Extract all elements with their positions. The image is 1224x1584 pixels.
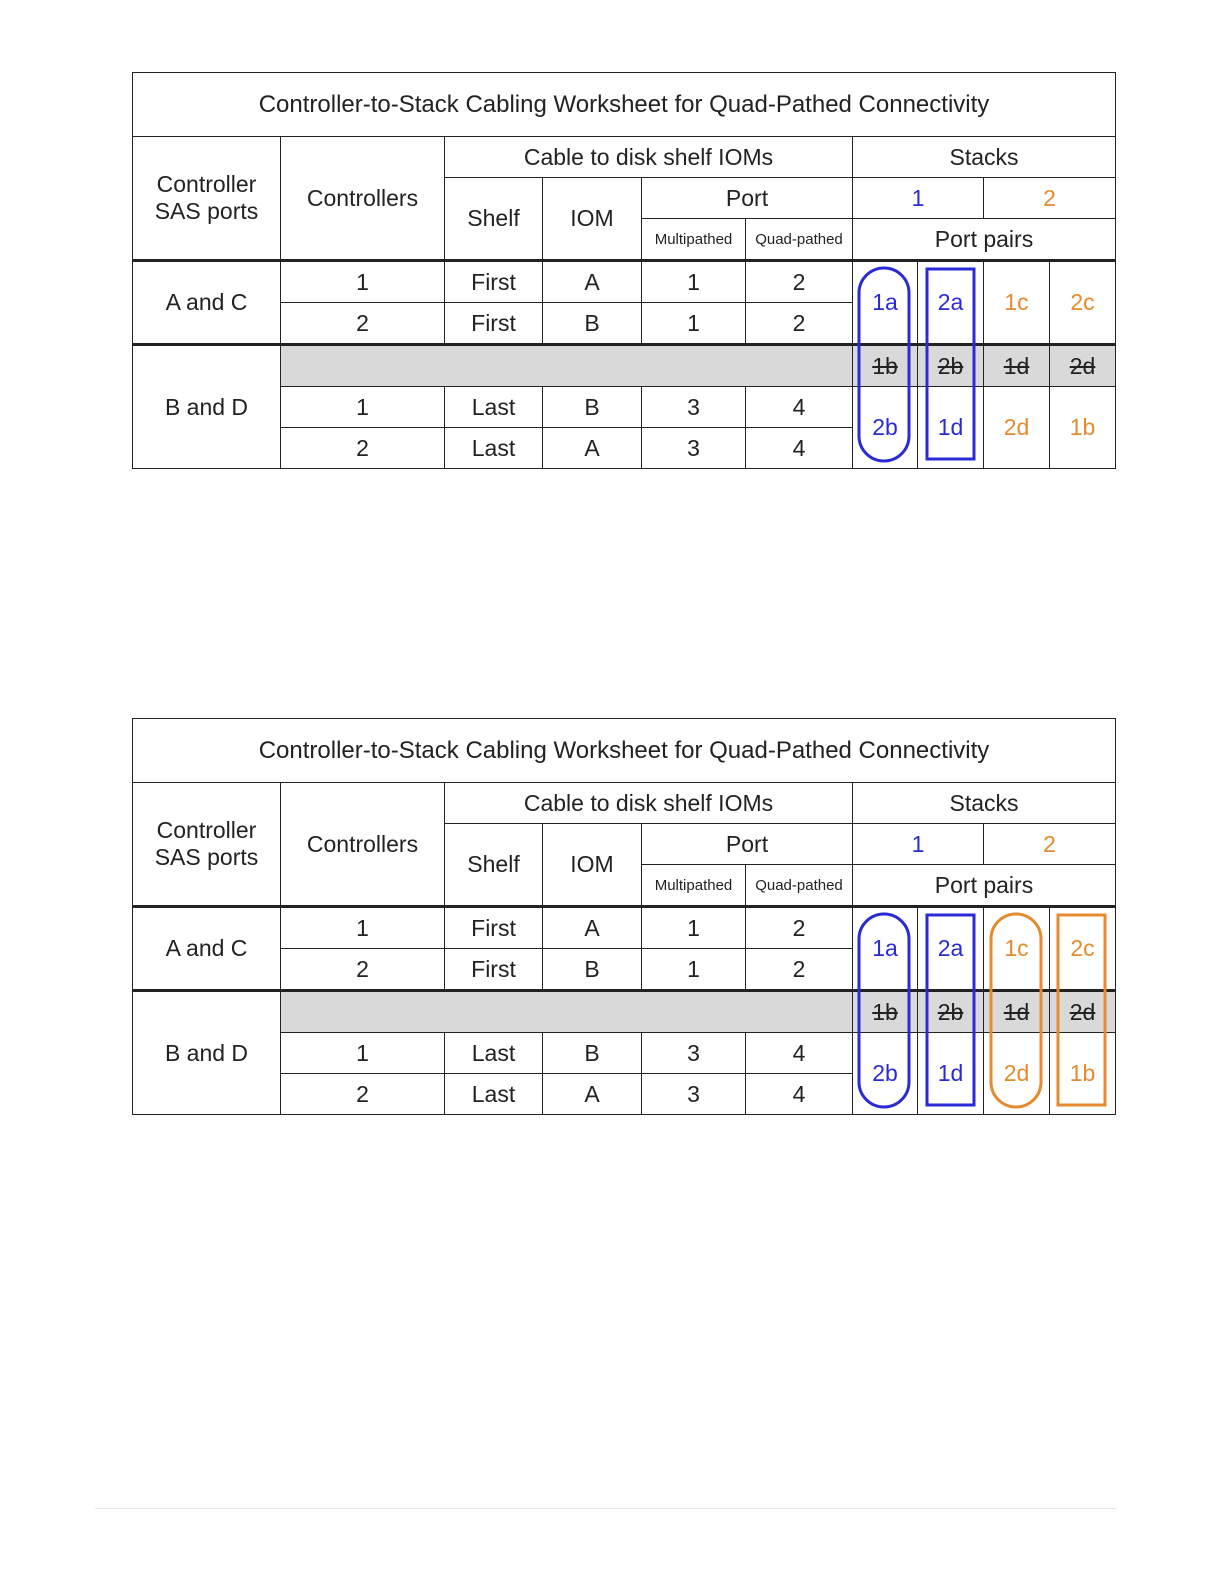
struck-port-1d: 1d [984,991,1050,1033]
struck-port-1d: 1d [984,345,1050,387]
cell-quad-pathed: 4 [746,1033,853,1074]
header-port: Port [642,824,853,865]
cell-multipathed: 1 [642,949,746,991]
group-a-and-c: A and C [133,907,281,991]
port-pair-1c: 1c [984,907,1050,991]
cell-multipathed: 3 [642,1033,746,1074]
port-pair-1d: 1d [918,1033,984,1115]
struck-port-2b: 2b [918,345,984,387]
worksheet-2 [132,718,1115,1115]
port-pair-1b: 1b [1050,1033,1116,1115]
cell-multipathed: 1 [642,907,746,949]
worksheet-title: Controller-to-Stack Cabling Worksheet for Quad-Pathed Connectivity [133,73,1116,137]
port-pair-1b: 1b [1050,387,1116,469]
header-stack-2: 2 [984,824,1116,865]
port-pair-2a: 2a [918,907,984,991]
cell-iom: A [543,907,642,949]
cell-controller: 1 [281,261,445,303]
header-controllers: Controllers [281,783,445,907]
header-controllers: Controllers [281,137,445,261]
cell-shelf: First [445,949,543,991]
port-pair-1d: 1d [918,387,984,469]
cell-shelf: Last [445,387,543,428]
cell-controller: 1 [281,387,445,428]
cell-quad-pathed: 2 [746,949,853,991]
port-pair-2b: 2b [853,387,918,469]
struck-port-2d: 2d [1050,345,1116,387]
cell-controller: 1 [281,1033,445,1074]
cell-quad-pathed: 4 [746,1074,853,1115]
port-pair-2b: 2b [853,1033,918,1115]
struck-port-1b: 1b [853,991,918,1033]
struck-port-2d: 2d [1050,991,1116,1033]
cell-quad-pathed: 4 [746,387,853,428]
cell-iom: B [543,303,642,345]
header-stack-1: 1 [853,824,984,865]
cell-multipathed: 1 [642,261,746,303]
port-pair-1a: 1a [853,261,918,345]
port-pair-2c: 2c [1050,907,1116,991]
group-a-and-c: A and C [133,261,281,345]
group-b-and-d: B and D [133,345,281,469]
cell-shelf: Last [445,1074,543,1115]
port-pair-2d: 2d [984,387,1050,469]
header-quad-pathed: Quad-pathed [746,865,853,907]
cell-shelf: First [445,303,543,345]
header-multipathed: Multipathed [642,219,746,261]
cell-controller: 2 [281,428,445,469]
port-pair-1a: 1a [853,907,918,991]
cell-iom: A [543,261,642,303]
cell-multipathed: 1 [642,303,746,345]
cell-iom: B [543,949,642,991]
cell-quad-pathed: 2 [746,261,853,303]
header-iom: IOM [543,178,642,261]
footer-divider [95,1508,1117,1509]
cell-quad-pathed: 2 [746,303,853,345]
worksheet-title: Controller-to-Stack Cabling Worksheet for Quad-Pathed Connectivity [133,719,1116,783]
cabling-table [132,718,1116,1115]
header-stack-1: 1 [853,178,984,219]
cell-multipathed: 3 [642,387,746,428]
separator-row [281,345,853,387]
port-pair-2c: 2c [1050,261,1116,345]
header-cable-to-iom: Cable to disk shelf IOMs [445,137,853,178]
header-quad-pathed: Quad-pathed [746,219,853,261]
port-pair-2d: 2d [984,1033,1050,1115]
cell-shelf: Last [445,428,543,469]
cell-shelf: First [445,907,543,949]
header-iom: IOM [543,824,642,907]
cell-controller: 1 [281,907,445,949]
header-stacks: Stacks [853,783,1116,824]
header-controller-sas-ports: Controller SAS ports [133,137,281,261]
cell-controller: 2 [281,1074,445,1115]
cell-iom: A [543,428,642,469]
header-shelf: Shelf [445,178,543,261]
cell-controller: 2 [281,949,445,991]
header-stack-2: 2 [984,178,1116,219]
group-b-and-d: B and D [133,991,281,1115]
cell-controller: 2 [281,303,445,345]
cell-shelf: Last [445,1033,543,1074]
header-multipathed: Multipathed [642,865,746,907]
struck-port-1b: 1b [853,345,918,387]
port-pair-1c: 1c [984,261,1050,345]
header-controller-sas-ports: Controller SAS ports [133,783,281,907]
header-cable-to-iom: Cable to disk shelf IOMs [445,783,853,824]
cabling-table [132,72,1116,469]
cell-shelf: First [445,261,543,303]
worksheet-1 [132,72,1115,469]
struck-port-2b: 2b [918,991,984,1033]
cell-iom: B [543,1033,642,1074]
cell-quad-pathed: 4 [746,428,853,469]
cell-iom: A [543,1074,642,1115]
cell-multipathed: 3 [642,1074,746,1115]
header-stacks: Stacks [853,137,1116,178]
header-port: Port [642,178,853,219]
cell-multipathed: 3 [642,428,746,469]
separator-row [281,991,853,1033]
cell-quad-pathed: 2 [746,907,853,949]
header-port-pairs: Port pairs [853,865,1116,907]
header-shelf: Shelf [445,824,543,907]
port-pair-2a: 2a [918,261,984,345]
cell-iom: B [543,387,642,428]
header-port-pairs: Port pairs [853,219,1116,261]
